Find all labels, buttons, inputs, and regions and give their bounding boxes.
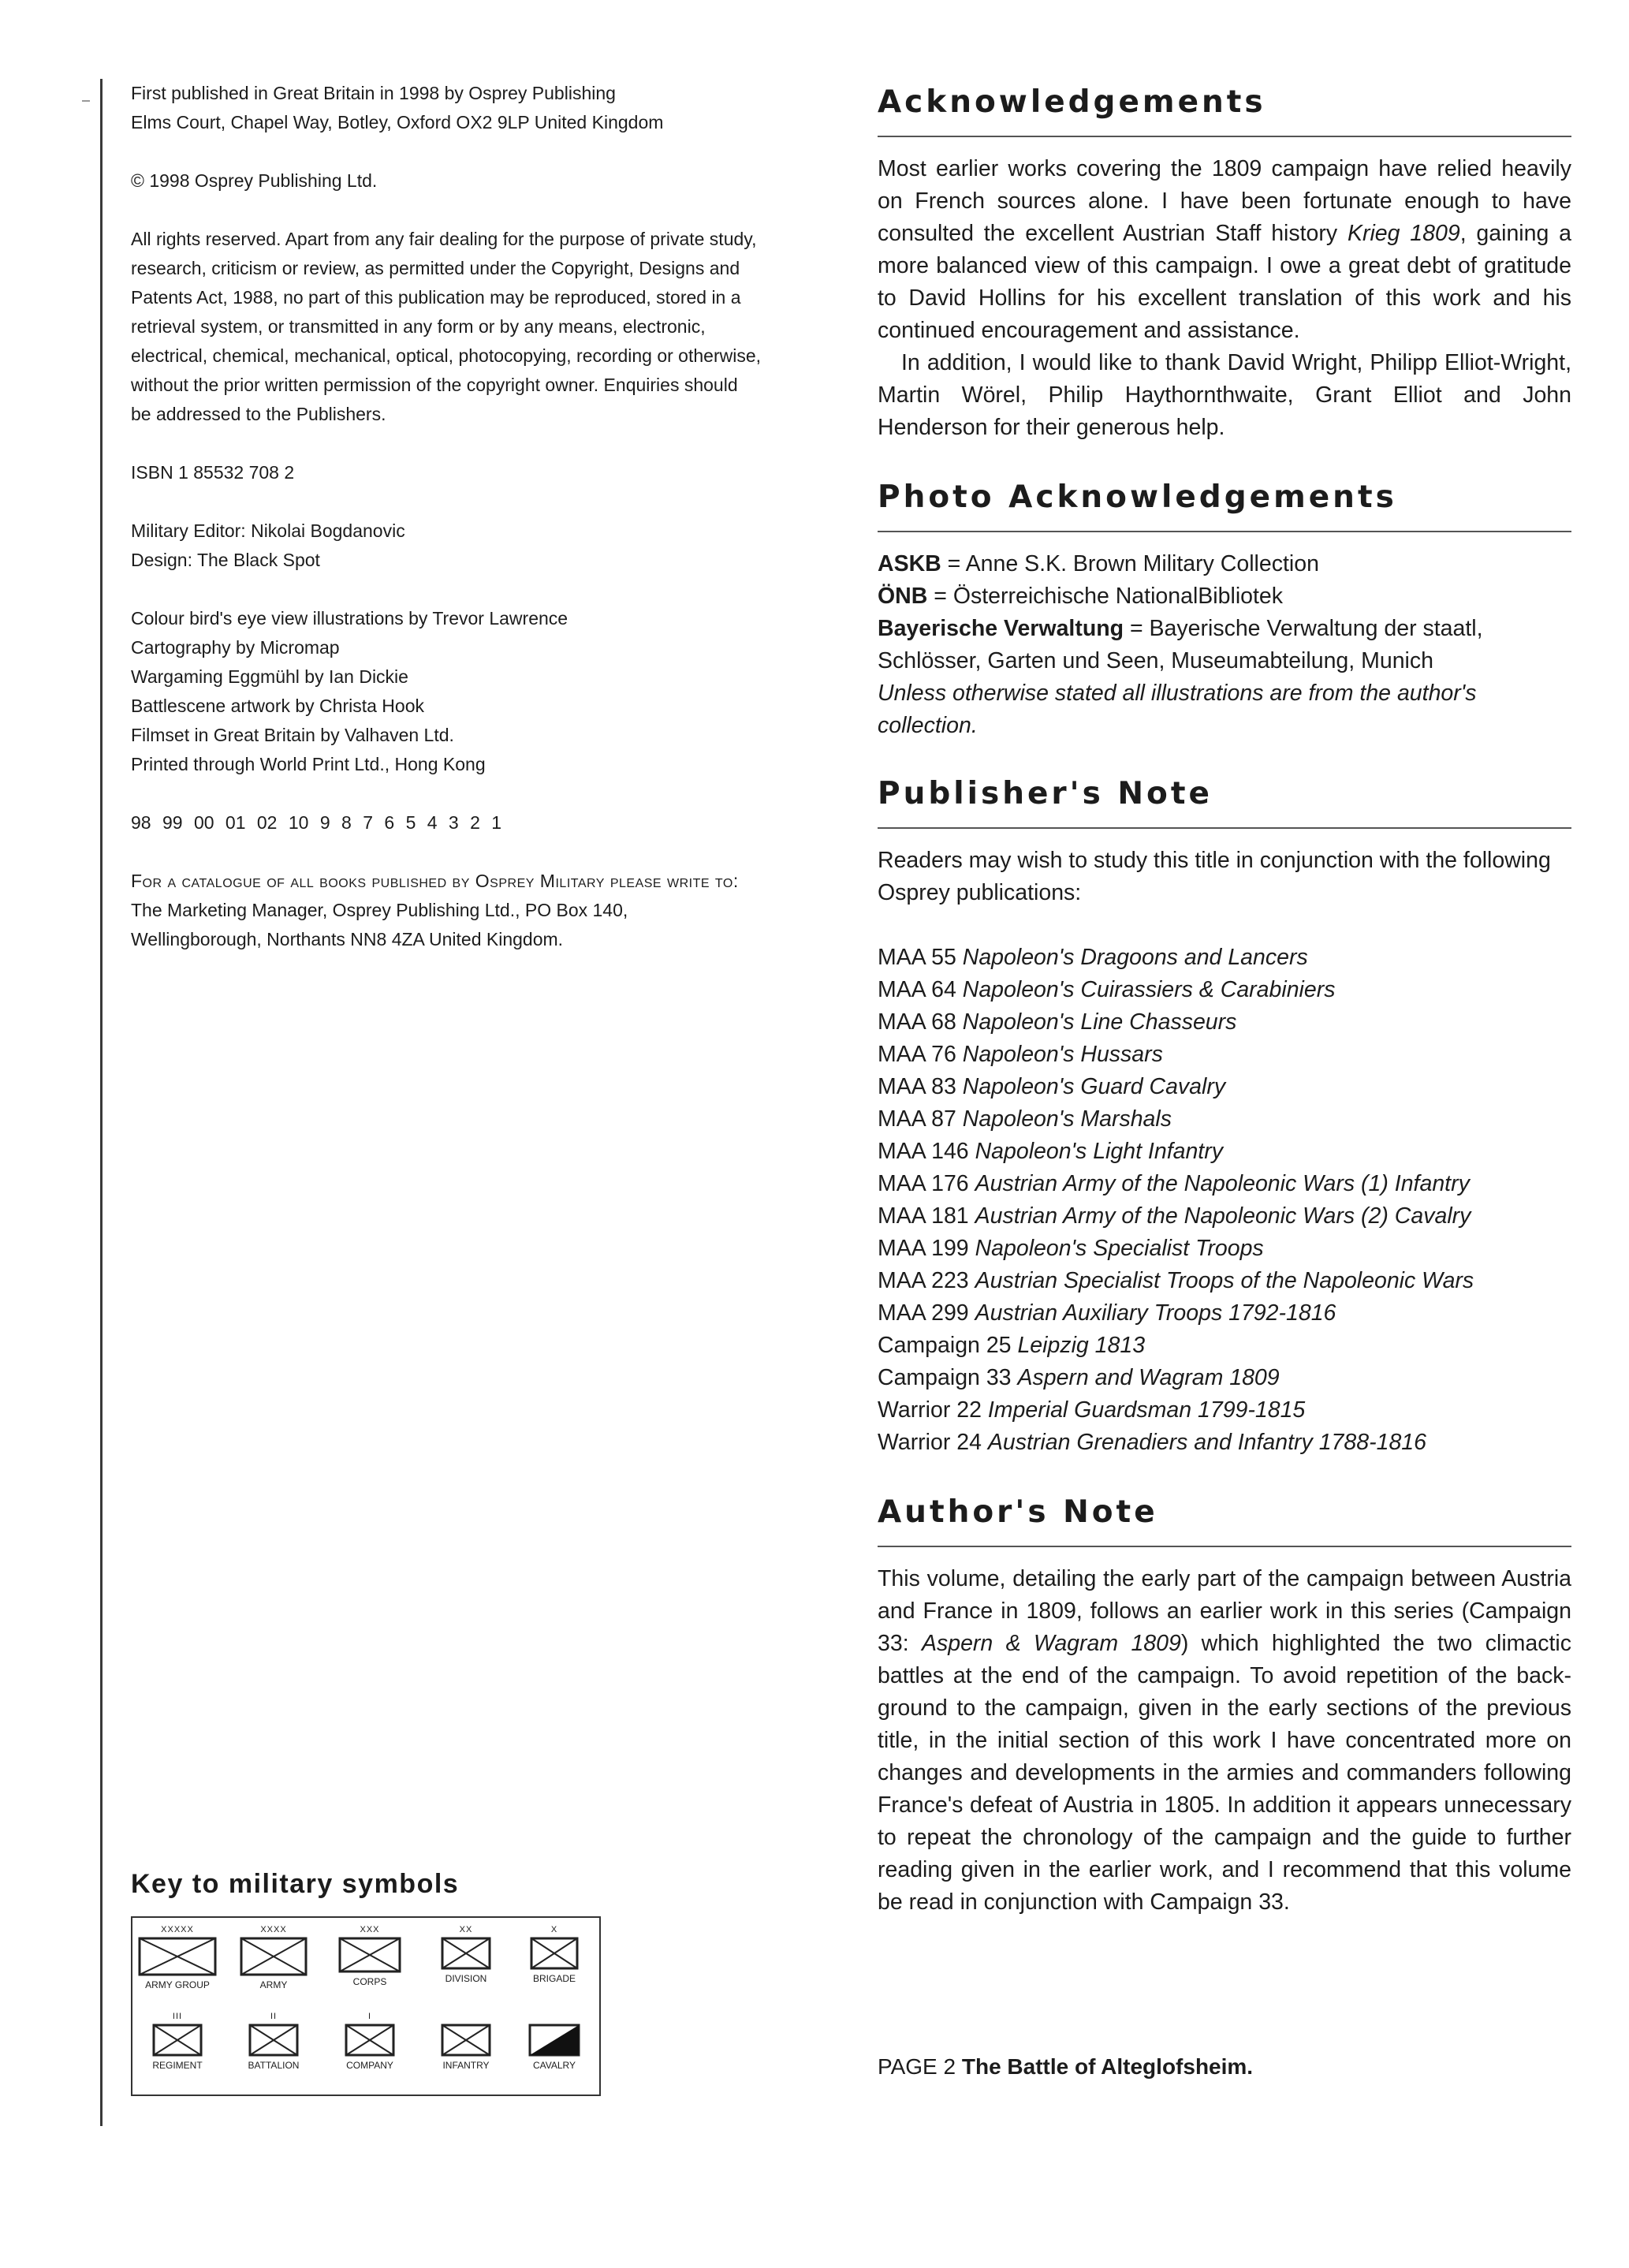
publishers-note-intro: Readers may wish to study this title in conjunction with the following Osprey publications: (878, 848, 1551, 905)
rights-line: be addressed to the Publishers. (131, 404, 386, 424)
imprint-line-1: First published in Great Britain in 1998 by Osprey Publishing (131, 83, 616, 103)
isbn: ISBN 1 85532 708 2 (131, 462, 295, 483)
list-item: Campaign 25 Leipzig 1813 (878, 1333, 1146, 1358)
copyright-line: © 1998 Osprey Publishing Ltd. (131, 170, 378, 191)
list-item: MAA 64 Napoleon's Cuirassiers & Carabiniers (878, 977, 1336, 1002)
unit-box-icon (338, 1937, 401, 1973)
section-rule (878, 1546, 1571, 1547)
credit-line: Printed through World Print Ltd., Hong Kong (131, 754, 486, 774)
symbol-key-box (131, 1916, 601, 2096)
imprint-column (131, 79, 825, 954)
acknowledgements-heading: Acknowledgements (878, 84, 1266, 120)
cavalry-symbol-icon (528, 2024, 580, 2057)
unit-box-icon (138, 1937, 217, 1976)
footer-caption: The Battle of Alteglofsheim. (961, 2054, 1254, 2079)
symbol-label: BRIGADE (532, 1973, 576, 1984)
symbol-label: DIVISION (445, 1973, 487, 1984)
list-item: MAA 68 Napoleon's Line Chasseurs (878, 1009, 1237, 1035)
margin-tick (82, 100, 90, 102)
symbol-label: CORPS (352, 1976, 387, 1987)
symbol-infantry (423, 2011, 509, 2082)
authors-note-heading: Author's Note (878, 1494, 1158, 1530)
catalogue-address-2: Wellingborough, Northants NN8 4ZA United Kingdom. (131, 929, 564, 949)
symbol-label: ARMY GROUP (145, 1979, 210, 1990)
credit-line: Colour bird's eye view illustrations by Trevor Lawrence (131, 608, 568, 629)
symbol-label: COMPANY (346, 2060, 393, 2071)
credit-line: Filmset in Great Britain by Valhaven Ltd. (131, 725, 454, 745)
publication-list (878, 942, 1571, 1459)
section-rule (878, 136, 1571, 137)
symbol-key-title: Key to military symbols (131, 1869, 460, 1899)
list-item: MAA 76 Napoleon's Hussars (878, 1042, 1163, 1067)
symbol-army-group (134, 1924, 221, 1995)
echelon-marks: II (270, 2012, 278, 2021)
list-item: MAA 199 Napoleon's Specialist Troops (878, 1236, 1264, 1261)
echelon-marks: I (367, 2012, 372, 2021)
echelon-marks: XXXX (260, 1925, 287, 1934)
imprint-line-2: Elms Court, Chapel Way, Botley, Oxford OX2 9LP United Kingdom (131, 112, 664, 132)
unit-box-icon (152, 2024, 203, 2057)
unit-box-icon (530, 1937, 579, 1970)
credit-onb: ÖNB = Österreichische NationalBibliotek (878, 584, 1284, 609)
list-item: Warrior 24 Austrian Grenadiers and Infantry 1788-1816 (878, 1430, 1426, 1455)
rights-line: retrieval system, or transmitted in any form or by any means, electronic, (131, 316, 706, 337)
credit-line: Battlescene artwork by Christa Hook (131, 696, 424, 716)
credit-line: Wargaming Eggmühl by Ian Dickie (131, 666, 408, 687)
unit-box-icon (345, 2024, 395, 2057)
echelon-marks: XXXXX (161, 1925, 194, 1934)
main-column (878, 79, 1571, 1919)
symbol-corps (326, 1924, 413, 1995)
rights-line: without the prior written permission of the copyright owner. Enquiries should (131, 375, 738, 395)
echelon-marks: III (172, 2012, 183, 2021)
section-rule (878, 827, 1571, 829)
list-item: MAA 223 Austrian Specialist Troops of the Napoleonic Wars (878, 1268, 1474, 1293)
credit-note-2: collection. (878, 713, 978, 738)
list-item: MAA 55 Napoleon's Dragoons and Lancers (878, 945, 1308, 970)
symbol-regiment (134, 2011, 221, 2082)
list-item: MAA 83 Napoleon's Guard Cavalry (878, 1074, 1226, 1099)
rights-line: research, criticism or review, as permitted under the Copyright, Designs and (131, 258, 740, 278)
design-credit: Design: The Black Spot (131, 550, 320, 570)
unit-box-icon (248, 2024, 299, 2057)
symbol-label: BATTALION (248, 2060, 300, 2071)
catalogue-label: For a catalogue of all books published by Osprey Military please write to: (131, 871, 739, 891)
authors-note-paragraph: This volume, detailing the early part of the campaign between Austria and France in 1809, follows an earlier work in this series (Campaign 33: Aspern & Wagram 1809) which highlighted the two climactic battles at the end of the campaign. To avoid repetition of the back-ground to the campaign, given in the early sections of the previous title, in the initial section of this work I have concentrated more on changes and developments in the armies and commanders following France's defeat of Austria in 1805. In addition it appears unnecessary to repeat the chronology of the campaign and the guide to further reading given in the earlier work, and I recommend that this volume be read in conjunction with Campaign 33. (878, 1566, 1571, 1915)
print-numbers: 98 99 00 01 02 10 9 8 7 6 5 4 3 2 1 (131, 812, 502, 833)
symbol-battalion (230, 2011, 317, 2082)
echelon-marks (511, 2011, 598, 2022)
publishers-note-heading: Publisher's Note (878, 776, 1213, 811)
list-item: MAA 176 Austrian Army of the Napoleonic Wars (1) Infantry (878, 1171, 1470, 1196)
acknowledgements-paragraph-2: In addition, I would like to thank David Wright, Philipp Elliot-Wright, Martin Wörel, Philip Haythornthwaite, Grant Elliot and John Henderson for their generous help. (878, 350, 1571, 440)
infantry-symbol-icon (441, 2024, 491, 2057)
symbol-label: INFANTRY (442, 2060, 490, 2071)
military-editor: Military Editor: Nikolai Bogdanovic (131, 520, 405, 541)
acknowledgements-paragraph-1: Most earlier works covering the 1809 campaign have relied heavily on French sources alone. I have been fortunate enough to have consulted the excellent Austrian Staff history Krieg 1809, gaining a more balanced view of this campaign. I owe a great debt of gratitude to David Hollins for his excellent translation of this work and his continued encouragement and assistance. (878, 156, 1571, 343)
photo-acknowledgements-heading: Photo Acknowledgements (878, 479, 1397, 515)
margin-rule (100, 79, 103, 2126)
echelon-marks (423, 2011, 509, 2022)
symbol-label: ARMY (259, 1979, 288, 1990)
unit-box-icon (240, 1937, 308, 1976)
echelon-marks: XXX (360, 1925, 380, 1934)
page-footer (878, 2054, 1253, 2080)
list-item: MAA 87 Napoleon's Marshals (878, 1106, 1172, 1132)
page-number: PAGE 2 (878, 2054, 962, 2079)
catalogue-address-1: The Marketing Manager, Osprey Publishing Ltd., PO Box 140, (131, 900, 628, 920)
list-item: MAA 146 Napoleon's Light Infantry (878, 1139, 1223, 1164)
rights-line: electrical, chemical, mechanical, optical, photocopying, recording or otherwise, (131, 345, 762, 366)
symbol-brigade (511, 1924, 598, 1995)
credit-bayerische-cont: Schlösser, Garten und Seen, Museumabteilung, Munich (878, 648, 1433, 673)
list-item: MAA 181 Austrian Army of the Napoleonic Wars (2) Cavalry (878, 1203, 1471, 1229)
list-item: MAA 299 Austrian Auxiliary Troops 1792-1816 (878, 1300, 1336, 1326)
unit-box-icon (441, 1937, 491, 1970)
rights-line: All rights reserved. Apart from any fair dealing for the purpose of private study, (131, 229, 757, 249)
echelon-marks: X (550, 1925, 558, 1934)
symbol-cavalry (511, 2011, 598, 2082)
symbol-label: REGIMENT (152, 2060, 203, 2071)
symbol-army (230, 1924, 317, 1995)
list-item: Warrior 22 Imperial Guardsman 1799-1815 (878, 1397, 1306, 1423)
echelon-marks: XX (459, 1925, 473, 1934)
symbol-division (423, 1924, 509, 1995)
credit-bayerische: Bayerische Verwaltung = Bayerische Verwaltung der staatl, (878, 616, 1483, 641)
credit-askb: ASKB = Anne S.K. Brown Military Collection (878, 551, 1319, 576)
symbol-label: CAVALRY (532, 2060, 576, 2071)
rights-line: Patents Act, 1988, no part of this publication may be reproduced, stored in a (131, 287, 741, 308)
section-rule (878, 531, 1571, 532)
photo-credits (878, 548, 1571, 742)
symbol-company (326, 2011, 413, 2082)
credit-note-1: Unless otherwise stated all illustrations are from the author's (878, 681, 1477, 706)
credit-line: Cartography by Micromap (131, 637, 340, 658)
list-item: Campaign 33 Aspern and Wagram 1809 (878, 1365, 1280, 1390)
